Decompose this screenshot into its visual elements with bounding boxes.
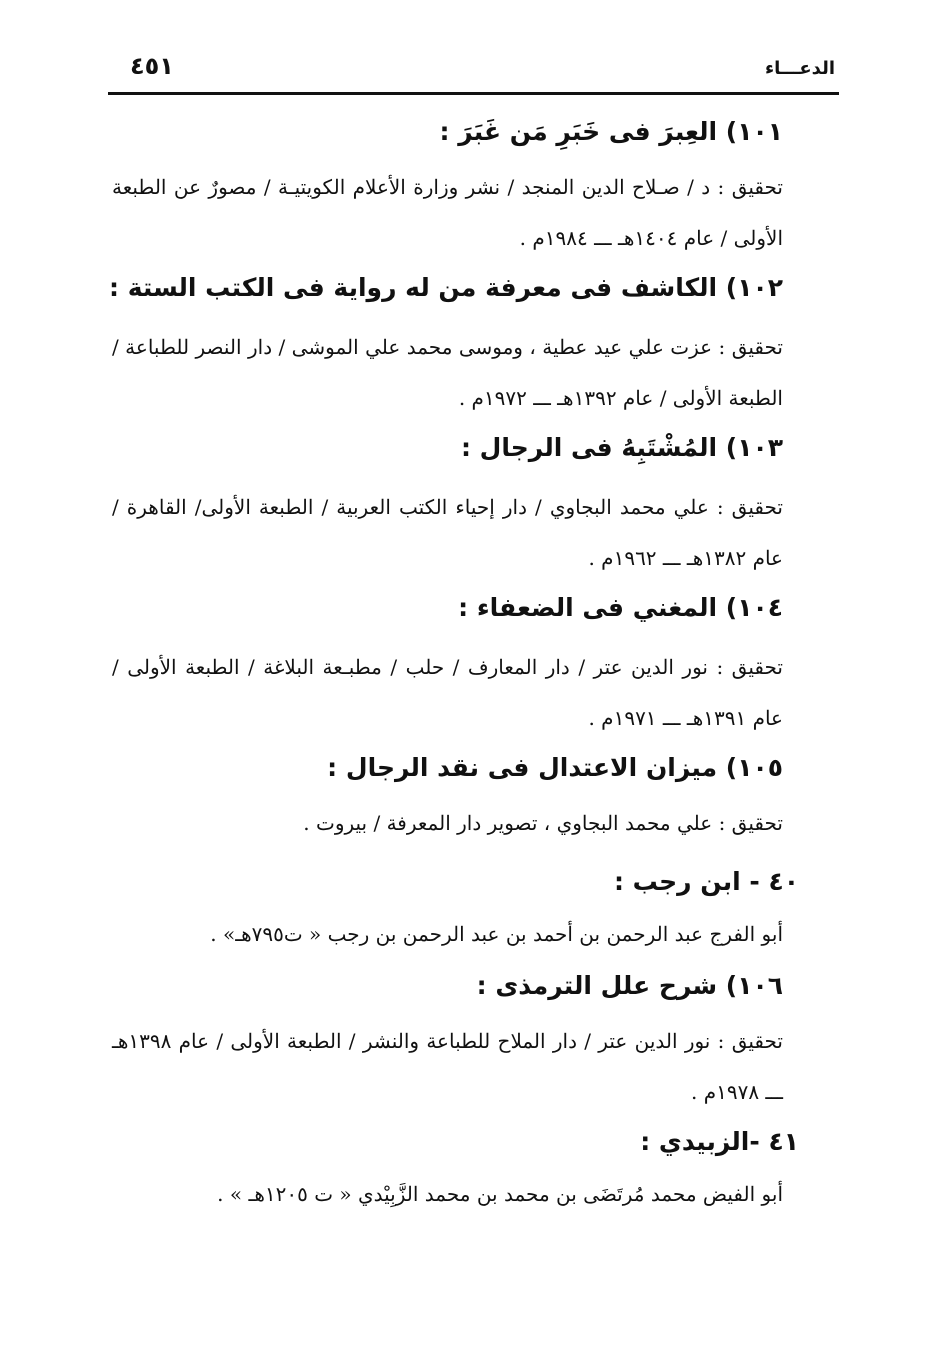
- header-rule: [108, 92, 839, 95]
- entry-102: [109, 264, 783, 424]
- entry-103: [112, 424, 783, 584]
- author-heading: ٤١ -الزبيدي :: [640, 1127, 799, 1156]
- running-header: [108, 52, 835, 92]
- page-number: ٤٥١: [130, 52, 174, 80]
- entry-104: [112, 584, 783, 744]
- page-content: [109, 108, 799, 1222]
- entry-heading: ١٠٣) المُشْتَبِهُ فى الرجال :: [460, 433, 783, 462]
- author-bio: أبو الفرج عبد الرحمن بن أحمد بن عبد الرحمن بن رجب « ت٧٩٥هـ» .: [210, 922, 783, 946]
- entry-101: [112, 108, 783, 264]
- author-section-zabidi: [112, 1118, 799, 1222]
- entry-heading: ١٠١) العِبرَ فى خَبَرِ مَن غَبَرَ :: [439, 117, 783, 146]
- entry-body: تحقيق : نور الدين عتر / دار المعارف / حلب / مطبـعة البلاغة / الطبعة الأولى / عام ١٣٩١هـ ـــ ١٩٧١م .: [112, 655, 783, 730]
- author-section-ibn-rajab: [112, 858, 799, 1118]
- entry-body: تحقيق : علي محمد البجاوي / دار إحياء الكتب العربية / الطبعة الأولى/ القاهرة / عام ١٣٨٢هـ ـــ ١٩٦٢م .: [112, 495, 783, 570]
- entry-heading: ١٠٥) ميزان الاعتدال فى نقد الرجال :: [327, 753, 783, 782]
- entry-body: تحقيق : عزت علي عيد عطية ، وموسى محمد علي الموشى / دار النصر للطباعة / الطبعة الأولى / عام ١٣٩٢هـ ـــ ١٩٧٢م .: [112, 335, 783, 410]
- entry-heading: ١٠٤) المغني فى الضعفاء :: [458, 593, 783, 622]
- entry-body: تحقيق : د / صـلاح الدين المنجد / نشر وزارة الأعلام الكويتيـة / مصورٌ عن الطبعة الأولى / عام ١٤٠٤هـ ـــ ١٩٨٤م .: [112, 175, 783, 250]
- entry-106: [112, 962, 783, 1118]
- entry-body: تحقيق : نور الدين عتر / دار الملاح للطباعة والنشر / الطبعة الأولى / عام ١٣٩٨هـ ـــ ١٩٧٨م .: [112, 1029, 783, 1104]
- entry-body: تحقيق : علي محمد البجاوي ، تصوير دار المعرفة / بيروت .: [303, 811, 783, 835]
- author-heading: ٤٠ - ابن رجب :: [613, 867, 799, 896]
- entry-105: [112, 744, 783, 858]
- author-bio: أبو الفيض محمد مُرتَضَى بن محمد بن محمد الزَّبِيْدي « ت ١٢٠٥هـ » .: [217, 1182, 783, 1206]
- entry-heading: ١٠٢) الكاشف فى معرفة من له رواية فى الكتب الستة :: [109, 273, 783, 302]
- entry-heading: ١٠٦) شرح علل الترمذى :: [476, 971, 783, 1000]
- running-title: الدعـــاء: [764, 58, 835, 79]
